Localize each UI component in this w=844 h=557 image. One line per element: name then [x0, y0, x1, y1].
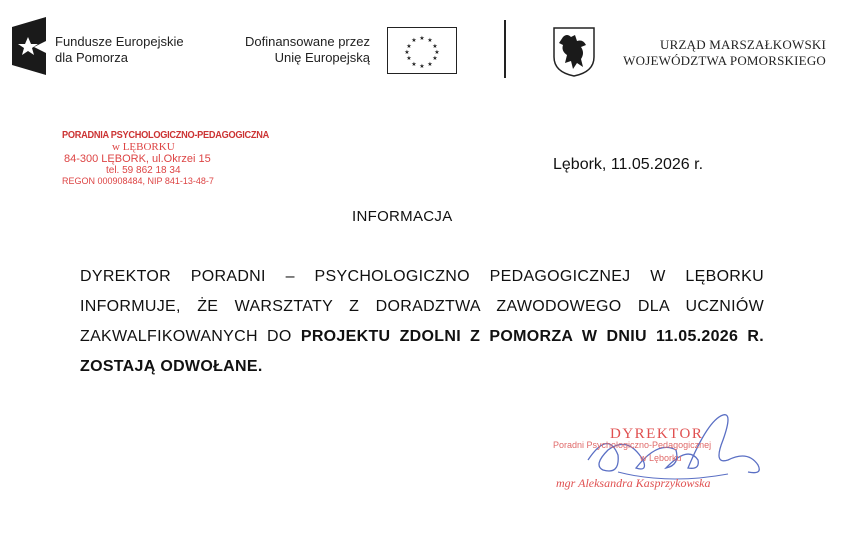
header-divider: [504, 20, 506, 78]
svg-text:★: ★: [406, 55, 412, 62]
svg-text:★: ★: [404, 49, 410, 56]
body-normal-text: DYREKTOR PORADNI – PSYCHOLOGICZNO PEDAGOGICZNEJ W LĘBORKU INFORMUJE, ŻE WARSZTATY Z DORADZTWA ZAWODOWEGO DLA UCZNIÓW ZAKWALFIKOWANYCH DO: [80, 268, 764, 345]
signature-institution: Poradni Psychologiczno-Pedagogicznej: [553, 440, 712, 450]
dof-line1: Dofinansowane przez: [244, 34, 370, 49]
document-date: Lębork, 11.05.2026 r.: [553, 156, 704, 173]
fe-program-name: [55, 34, 184, 66]
urzad-name: [600, 37, 826, 69]
document-heading: INFORMACJA: [352, 208, 453, 225]
document-body: [80, 262, 764, 382]
svg-text:★: ★: [434, 49, 440, 56]
cofinancing-text: [230, 34, 370, 66]
stamp-line3: 84-300 LĘBORK, ul.Okrzei 15: [64, 153, 211, 165]
svg-text:★: ★: [411, 61, 417, 68]
stamp-line2: w LĘBORKU: [112, 141, 175, 153]
svg-text:★: ★: [419, 35, 425, 42]
fundusze-europejskie-logo: [12, 17, 46, 75]
svg-text:★: ★: [432, 43, 438, 50]
svg-text:★: ★: [427, 61, 433, 68]
stamp-line4: tel. 59 862 18 34: [106, 165, 181, 176]
dof-line2: Unię Europejską: [274, 50, 370, 65]
stamp-line1: PORADNIA PSYCHOLOGICZNO-PEDAGOGICZNA: [62, 130, 269, 141]
stamp-line5: REGON 000908484, NIP 841-13-48-7: [62, 176, 214, 186]
svg-text:★: ★: [406, 43, 412, 50]
eu-flag-icon: [387, 27, 457, 74]
institution-stamp: [62, 130, 272, 187]
signature-title: DYREKTOR: [610, 426, 704, 442]
svg-text:★: ★: [432, 55, 438, 62]
document-header: [0, 0, 844, 90]
pomorskie-griffin-crest-icon: [553, 27, 595, 77]
svg-text:★: ★: [427, 37, 433, 44]
svg-text:★: ★: [419, 63, 425, 70]
signature-location: w Lęborku: [640, 453, 682, 463]
urzad-line1: URZĄD MARSZAŁKOWSKI: [660, 37, 826, 52]
urzad-line2: WOJEWÓDZTWA POMORSKIEGO: [623, 53, 826, 68]
fe-line1: Fundusze Europejskie: [55, 34, 184, 49]
svg-text:★: ★: [411, 37, 417, 44]
signatory-name: mgr Aleksandra Kasprzykowska: [556, 476, 711, 490]
fe-line2: dla Pomorza: [55, 50, 128, 65]
body-bold-text: PROJEKTU ZDOLNI Z POMORZA W DNIU 11.05.2026 R. ZOSTAJĄ ODWOŁANE.: [80, 328, 765, 375]
